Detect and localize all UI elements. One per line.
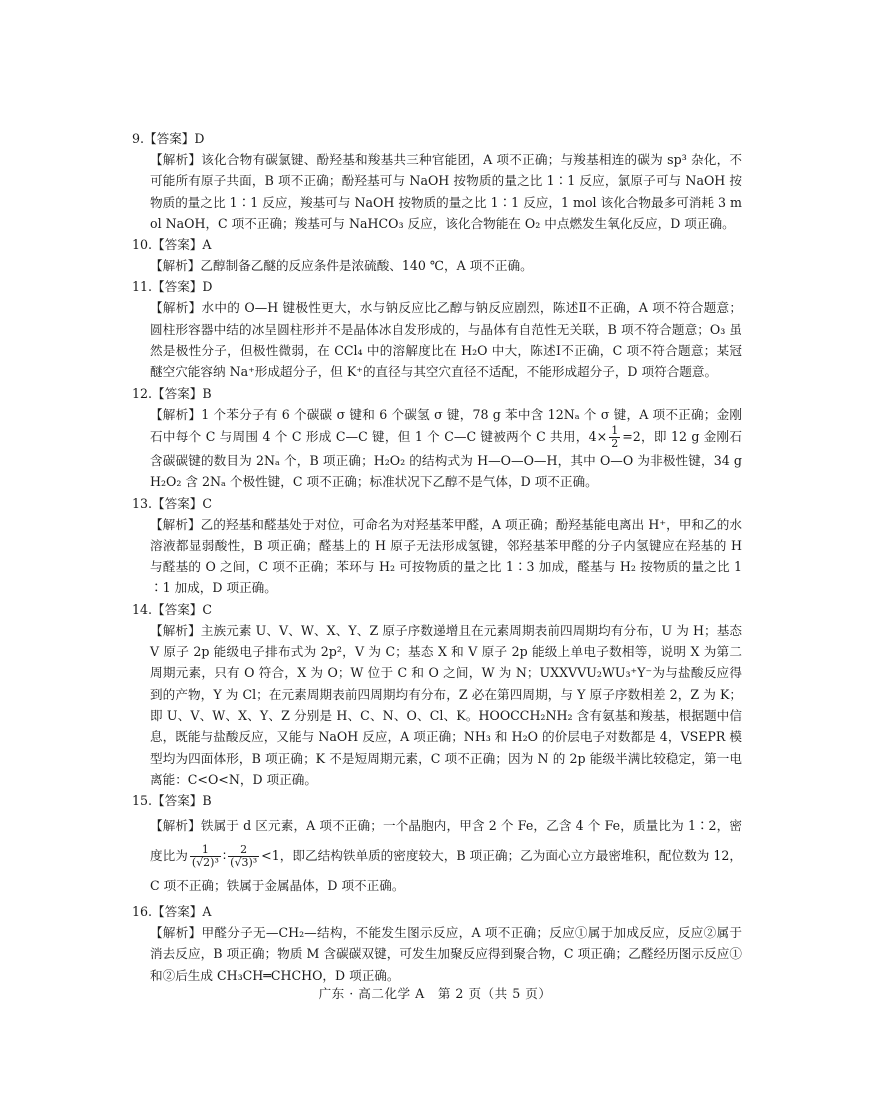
- explanation: [150, 811, 742, 901]
- fraction-denominator: (√2)³: [191, 856, 219, 870]
- explanation: 【解析】乙的羟基和醛基处于对位，可命名为对羟基苯甲醛，A 项正确；酚羟基能电离出 H⁺，甲和乙的水溶液都显弱酸性，B 项正确；醛基上的 H 原子无法形成氢键，邻羟基苯甲醛的分子内氢键应在羟基的 H 与醛基的 O 之间，C 项不正确；苯环与 H₂ 可按物质的量之比 1∶3 加成，醛基与 H₂ 按物质的量之比 1∶1 加成，D 项正确。: [150, 516, 742, 596]
- answer-label: 14.【答案】C: [132, 601, 213, 617]
- answer-label: 10.【答案】A: [132, 237, 212, 253]
- answer-label: 11.【答案】D: [132, 279, 213, 295]
- fraction-numerator: 2: [228, 844, 259, 857]
- explanation: 【解析】该化合物有碳氯键、酚羟基和羧基共三种官能团，A 项不正确；与羧基相连的碳为 sp³ 杂化，不可能所有原子共面，B 项不正确；酚羟基可与 NaOH 按物质的量之比 1∶1 反应，氯原子可与 NaOH 按物质的量之比 1∶1 反应，羧基可与 NaOH 按物质的量之比 1∶1 反应，1 mol 该化合物最多可消耗 3 mol NaOH，C 项不正确；羧基可与 NaHCO₃ 反应，该化合物能在 O₂ 中点燃发生氧化反应，D 项正确。: [150, 152, 742, 231]
- explanation: 【解析】乙醇制备乙醚的反应条件是浓硫酸、140 ℃，A 项不正确。: [150, 258, 533, 274]
- explanation: 【解析】甲醛分子无—CH₂—结构，不能发生图示反应，A 项不正确；反应①属于加成反应，反应②属于消去反应，B 项正确；物质 M 含碳碳双键，可发生加聚反应得到聚合物，C 项正确；乙醛经历图示反应①和②后生成 CH₃CH═CHCHO，D 项正确。: [150, 925, 742, 983]
- answer-label: 12.【答案】B: [132, 385, 212, 401]
- question-15: [132, 790, 742, 901]
- explanation-part: 【解析】铁属于 d 区元素，A 项不正确；一个晶胞内，甲含 2 个 Fe，乙含 4 个 Fe，质量比为 1∶2，密度比为: [150, 818, 742, 864]
- fraction-denominator: (√3)³: [230, 856, 258, 870]
- explanation: 【解析】主族元素 U、V、W、X、Y、Z 原子序数递增且在元素周期表前四周期均有分布，U 为 H；基态 V 原子 2p 能级电子排布式为 2p²，V 为 C；基态 X 和 V 原子 2p 能级上单电子数相等，说明 X 为第二周期元素，只有 O 符合，X 为 O；W 位于 C 和 O 之间，W 为 N；UXXVVU₂WU₃⁺Y⁻为与盐酸反应得到的产物，Y 为 Cl；在元素周期表前四周期均有分布，Z 必在第四周期，与 Y 原子序数相差 2，Z 为 K；即 U、V、W、X、Y、Z 分别是 H、C、N、O、Cl、K。HOOCCH₂NH₂ 含有氨基和羧基，根据题中信息，既能与盐酸反应，又能与 NaOH 反应，A 项正确；NH₃ 和 H₂O 的价层电子对数都是 4，VSEPR 模型均为四面体形，B 项正确；K 不是短周期元素，C 项不正确；因为 N 的 2p 能级半满比较稳定，第一电离能：C<O<N，D 项正确。: [150, 622, 742, 787]
- answer-label: 13.【答案】C: [132, 495, 213, 511]
- explanation: [150, 404, 742, 493]
- fraction-numerator: 1: [611, 423, 619, 437]
- answer-label: 16.【答案】A: [132, 904, 212, 920]
- fraction: [609, 425, 620, 450]
- explanation-part: =2，即 12 g 金刚石含碳碳键的数目为 2Nₐ 个，B 项正确；H₂O₂ 的结构式为 H—O—O—H，其中 O—O 为非极性键，34 g H₂O₂ 含 2Nₐ 个极性键，C 项不正确；标准状况下乙醇不是气体，D 项不正确。: [150, 428, 742, 490]
- question-13: [132, 493, 742, 599]
- question-14: [132, 599, 742, 790]
- explanation-part: ∶: [222, 848, 227, 864]
- question-10: [132, 234, 742, 276]
- fraction: [228, 844, 259, 869]
- question-11: [132, 276, 742, 382]
- question-12: [132, 383, 742, 493]
- fraction: [190, 844, 221, 869]
- explanation-part: <1，即乙结构铁单质的密度较大，B 项正确；乙为面心立方最密堆积，配位数为 12，C 项不正确；铁属于金属晶体，D 项不正确。: [150, 848, 743, 894]
- question-9: [132, 128, 742, 234]
- answer-label: 9.【答案】D: [132, 131, 205, 146]
- page-footer: 广东 · 高二化学 A 第 2 页（共 5 页）: [318, 986, 552, 1001]
- answer-label: 15.【答案】B: [132, 793, 212, 809]
- fraction-denominator: 2: [611, 436, 619, 450]
- explanation: 【解析】水中的 O—H 键极性更大，水与钠反应比乙醇与钠反应剧烈，陈述Ⅱ不正确，A 项不符合题意；圆柱形容器中结的冰呈圆柱形并不是晶体冰自发形成的，与晶体有自范性无关联，B 项不符合题意；O₃ 虽然是极性分子，但极性微弱，在 CCl₄ 中的溶解度比在 H₂O 中大，陈述Ⅰ不正确，C 项不符合题意；某冠醚空穴能容纳 Na⁺形成超分子，但 K⁺的直径与其空穴直径不适配，不能形成超分子，D 项符合题意。: [150, 300, 742, 380]
- question-16: [132, 901, 742, 986]
- fraction-numerator: 1: [190, 844, 221, 857]
- answer-content: [132, 128, 742, 986]
- explanation-part: 【解析】1 个苯分子有 6 个碳碳 σ 键和 6 个碳氢 σ 键，78 g 苯中含 12Nₐ 个 σ 键，A 项不正确；金刚石中每个 C 与周围 4 个 C 形成 C—C 键，但 1 个 C—C 键被两个 C 共用，4×: [150, 406, 742, 444]
